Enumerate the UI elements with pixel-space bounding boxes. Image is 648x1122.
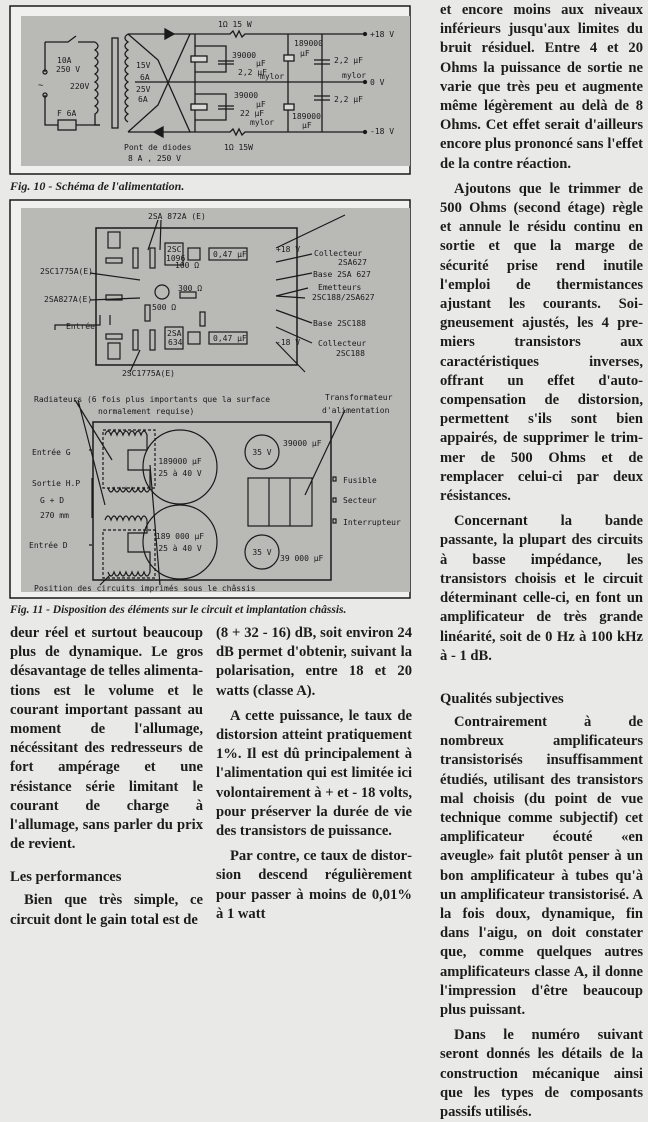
paragraph: Dans le numéro suivant seront donnés les détails de la construction mécanique ainsi que les types de composants passifs utilisés. xyxy=(440,1027,643,1120)
label: 189 000 µF xyxy=(155,532,205,541)
label: µF xyxy=(256,59,266,68)
label: Fusible xyxy=(343,476,377,485)
figure-11-caption: Fig. 11 - Disposition des éléments sur le circuit et implantation châssis. xyxy=(10,604,347,616)
label: 1Ω 15W xyxy=(224,143,253,152)
paragraph: Ajoutons que le trimmer de 500 Ohms (second étage) règle et annule le résidu continu en sortie et que la marge de sécurité prise rend inutile l'emploi de thermistances ajustant les courants. Soigneusement ajustés, les 4 premiers transistors aux caractéristiques inverses, offrant un effet d'auto-compensation de distorsion, permettent s'ils sont bien appairés, de supprimer le trimmer de 500 Ohms et de remplacer celui-ci par deux résistances. xyxy=(440,180,643,505)
label: 2SA 872A (E) xyxy=(148,212,206,221)
label: mylor xyxy=(250,118,275,127)
label: 189000 µF xyxy=(158,457,202,466)
section-heading-qualites: Qualités subjectives xyxy=(440,690,564,707)
label: Position des circuits imprimés sous le châssis xyxy=(34,584,256,593)
label: 10A xyxy=(57,56,72,65)
label: 634 xyxy=(168,338,183,347)
label: Collecteur xyxy=(314,249,363,258)
label: 2SC1775A(E) xyxy=(122,369,175,378)
label: 300 Ω xyxy=(178,284,203,293)
label: 2,2 µF xyxy=(238,68,267,77)
label: Sortie H.P xyxy=(32,479,81,488)
label: Transformateur xyxy=(325,393,393,402)
label: Entrée D xyxy=(29,541,68,550)
label: 0,47 µF xyxy=(213,334,247,343)
label: 2SA627 xyxy=(338,258,367,267)
label: 6A xyxy=(140,73,150,82)
figure-10-caption: Fig. 10 - Schéma de l'alimentation. xyxy=(10,179,185,193)
label: 500 Ω xyxy=(152,303,177,312)
left-column xyxy=(10,624,203,930)
label: 250 V xyxy=(56,65,81,74)
label: d'alimentation xyxy=(322,406,390,415)
paragraph: Bien que très simple, ce circuit dont le gain total est de xyxy=(10,892,203,928)
paragraph: et encore moins aux niveaux inférieurs jusqu'aux limites du bruit résiduel. Entre 4 et 20 Ohms la puissance de sortie ne varie que très peu et augmente même légèrement au delà de 8 Ohms. Cet effet serait d'ailleurs encore plus prononcé sans l'effet de la contre réaction. xyxy=(440,2,643,172)
label: 270 mm xyxy=(40,511,69,520)
label: Base 2SA 627 xyxy=(313,270,371,279)
section-heading-performances: Les performances xyxy=(10,869,122,886)
label: F 6A xyxy=(57,109,77,118)
label: 25 à 40 V xyxy=(158,469,202,478)
label: +18 V xyxy=(370,30,395,39)
label: 8 A , 250 V xyxy=(128,154,181,163)
label: Base 2SC188 xyxy=(313,319,366,328)
label: 39000 xyxy=(232,51,257,60)
label: 100 Ω xyxy=(175,261,200,270)
label: 6A xyxy=(138,95,148,104)
label: Entrée xyxy=(66,322,95,331)
label: 2SC188/2SA627 xyxy=(312,293,375,302)
label: mylor xyxy=(260,72,285,81)
label: 39000 µF xyxy=(283,439,322,448)
label: mylor xyxy=(342,71,367,80)
label: normalement requise) xyxy=(98,407,195,416)
paragraph: Concernant la bande passante, la plupart des circuits à basse impédance, les transistors choisis et le circuit déterminant celle-ci, en font un amplificateur de très grande linéarité, soit de 0 Hz à 100 kHz à - 1 dB. xyxy=(440,513,643,664)
label: 189000 xyxy=(294,39,323,48)
label: 1Ω 15 W xyxy=(218,20,252,29)
middle-column xyxy=(216,624,412,924)
paragraph: Par contre, ce taux de distorsion descend régulièrement pour passer à moins de 0,01% à 1 watt xyxy=(216,848,412,922)
label: 35 V xyxy=(252,448,272,457)
label: 2SA xyxy=(167,329,182,338)
label: 189000 xyxy=(292,112,321,121)
paragraph: (8 + 32 - 16) dB, soit environ 24 dB permet d'obtenir, suivant la polarisation, entre 18 et 20 watts (classe A). xyxy=(216,625,412,699)
label: 25 à 40 V xyxy=(158,544,202,553)
label: 220V xyxy=(70,82,90,91)
label: Interrupteur xyxy=(343,518,401,527)
label: -18 V xyxy=(276,338,301,347)
label: 0,47 µF xyxy=(213,250,247,259)
label: 2SC xyxy=(167,245,182,254)
label: 2SC188 xyxy=(336,349,365,358)
label: 2SA827A(E) xyxy=(44,295,93,304)
label: 15V xyxy=(136,61,151,70)
label: 22 µF xyxy=(240,109,265,118)
ac-symbol: ~ xyxy=(38,81,44,91)
paragraph: Contrairement à de nombreux amplificateurs transistorisés insuffisamment étudiés, utilisant des transistors mal choisis (du point de vue technique comme subjectif) cet amplificateur écouté «en aveugle» fait plutôt penser à un bon amplificateur à tubes qu'à un amplificateur transistorisé. A la fois doux, dynamique, fin dans l'aigu, on doit constater que, comme quelques autres amplificateurs classe A, il donne l'impression d'être beaucoup plus puissant. xyxy=(440,713,643,1018)
label: 2SC1775A(E) xyxy=(40,267,93,276)
label: 2,2 µF xyxy=(334,95,363,104)
right-column xyxy=(440,1,643,1122)
label: Collecteur xyxy=(318,339,367,348)
label: Radiateurs (6 fois plus importants que la surface xyxy=(34,395,271,404)
label: -18 V xyxy=(370,127,395,136)
label: 2,2 µF xyxy=(334,56,363,65)
label: 39000 xyxy=(234,91,259,100)
label: G + D xyxy=(40,496,65,505)
label: 25V xyxy=(136,85,151,94)
label: µF xyxy=(300,49,310,58)
label: Emetteurs xyxy=(318,283,362,292)
label: Entrée G xyxy=(32,448,71,457)
paragraph: A cette puissance, le taux de distorsion atteint pratiquement 1%. Il est dû principalement à l'alimentation qui est limitée ici volontairement à + et - 18 volts, pour préserver la durée de vie des transistors de puissance. xyxy=(216,707,412,840)
label: 1096 xyxy=(166,254,186,263)
label: µF xyxy=(302,121,312,130)
label: 39 000 µF xyxy=(280,554,324,563)
paragraph: deur réel et surtout beaucoup plus de dynamique. Le gros désavantage de telles alimentations est le volume et le courant important passant au moment de l'allumage, nécéssitant des redresseurs de fort ampérage et une résistance série limitant le courant de charge à l'allumage, sans parler du prix de revient. xyxy=(10,625,203,853)
label: Pont de diodes xyxy=(124,143,192,152)
label: Secteur xyxy=(343,496,377,505)
label: 0 V xyxy=(370,78,385,87)
label: +18 V xyxy=(276,245,301,254)
label: µF xyxy=(256,100,266,109)
label: 35 V xyxy=(252,548,272,557)
